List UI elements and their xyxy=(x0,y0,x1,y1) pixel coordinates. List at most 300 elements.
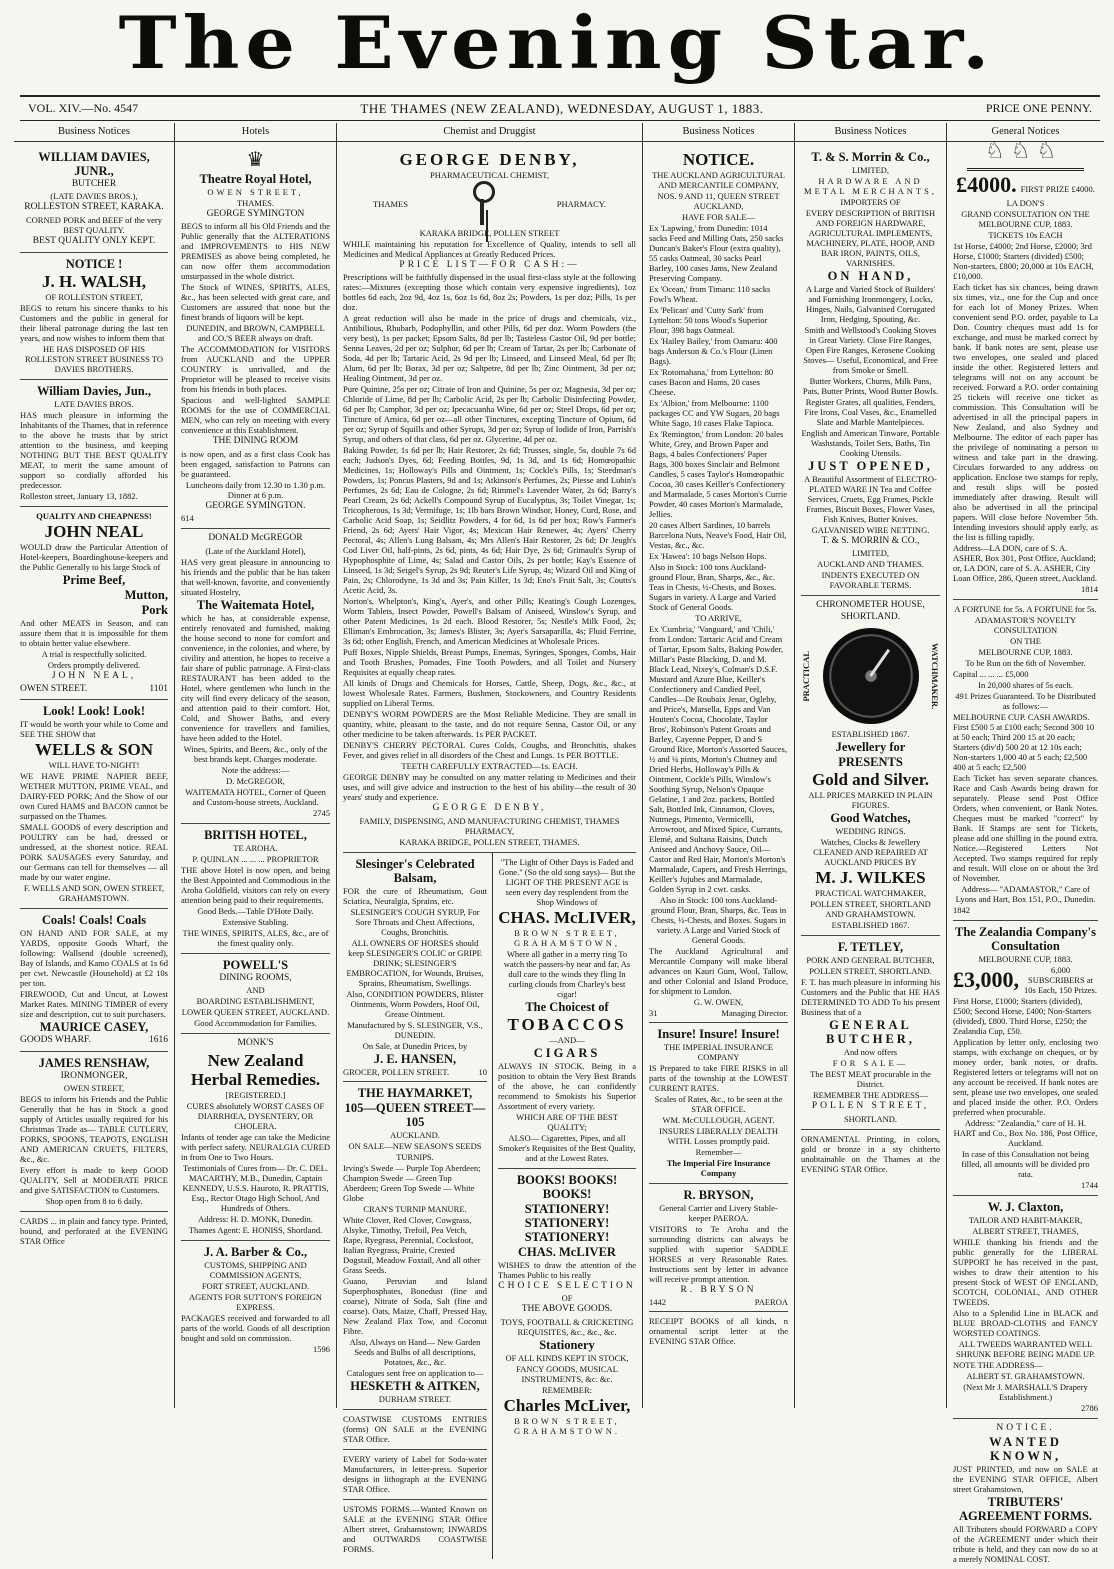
ad-powells xyxy=(181,954,330,1035)
ad-horses: ALL OWNERS OF HORSES should keep SLESINGER'S COLIC or GRIPE DRINK; SLESINGER'S EMBROCATION, for Wounds, Bruises, Sprains, Rheumatism, Swellings. xyxy=(343,938,487,988)
ad-signature: HESKETH & AITKEN, xyxy=(343,1379,487,1393)
ad-denby xyxy=(343,146,636,853)
ad-signature-2: FAMILY, DISPENSING, AND MANUFACTURING CHEMIST, THAMES PHARMACY, xyxy=(343,816,636,836)
ad-also: Also, CONDITION POWDERS, Blister Ointments, Worm Powders, Hoof Oil, Grease Ointment. xyxy=(343,989,487,1019)
ad-advance: The Auckland Agricultural and Mercantile Company will make liberal advances on Kauri Gum, Wool, Tallow, and other Colonial and Island Produce, for shipment to London. xyxy=(649,946,788,996)
ad-address: Address: "Zealandia," care of H. H. HART and Co., Box No. 186, Post Office, Auckland. xyxy=(953,1118,1098,1148)
ad-seller: J. E. HANSEN, xyxy=(343,1052,487,1066)
ad-signature: T. & S. MORRIN & CO., xyxy=(801,536,940,548)
ad-onhand-ranges: Smith and Wellstood's Cooking Stoves in Great Variety. Close Fire Ranges, Open Fire Ranges, Kerosene Cooking Stoves— Useful, Economical, and Free from Smoke or Smell. xyxy=(801,325,940,375)
ad-davies xyxy=(20,146,168,254)
ad-effort: Every effort is made to keep GOOD QUALITY, Sell at MODERATE PRICE and give SATISFACTION to Customers. xyxy=(20,1165,168,1195)
column-1 xyxy=(14,123,175,1408)
ad-heading: WANTED KNOWN, xyxy=(953,1435,1098,1463)
ad-list-6: Ex 'Albion,' from Melbourne: 1100 packages CC and YW Sugars, 20 bags White Sago, 10 cases Flake Tapioca. xyxy=(649,398,788,428)
ad-name: J. A. Barber & Co., xyxy=(181,1245,330,1259)
ad-infants: Infants of tender age can take the Medicine with perfect safety. NEURALGIA CURED in from One to Two Hours. xyxy=(181,1132,330,1162)
ad-trade: PRACTICAL WATCHMAKER, xyxy=(801,888,940,898)
ad-code: 1814 xyxy=(953,584,1098,594)
ad-body: HAS much pleasure in informing the Inhabitants of the Thames, that in reference to the above he trusts that by strict attention to the business, and keeping NOTHING BUT THE BEST QUALITY MEAT, to merit the same amount of support so cordially afforded his predecessor. xyxy=(20,410,168,490)
columns xyxy=(14,123,1104,1408)
ad-trade: PORK AND GENERAL BUTCHER, xyxy=(801,955,940,965)
column-heading: Hotels xyxy=(175,123,336,142)
ad-just-heading: JUST OPENED, xyxy=(801,459,940,473)
ad-orders: Orders promptly delivered. xyxy=(20,660,168,670)
ad-proprietor: P. QUINLAN ... ... ... PROPRIETOR xyxy=(181,854,330,864)
ad-body: Where all gather in a merry ring To watch the passers-by near and far, As dull care to the winds they fling In curling clouds from Charley's best cigar! xyxy=(498,949,636,999)
ad-rings: WEDDING RINGS. xyxy=(801,826,940,836)
ad-tagline: Good Accommodation for Families. xyxy=(181,1018,330,1028)
ad-body: BEGS to inform all his Old Friends and the Public generally that the ALTERATIONS and IMPROVEMENTS to HIS NEW PREMISES as above being completed, he can now offer them accommodation unsurpassed in the whole district. xyxy=(181,221,330,281)
ad-auckland-agricultural xyxy=(649,146,788,1023)
ad-morrin xyxy=(801,146,940,597)
ad-rooms: DINING ROOMS, xyxy=(181,973,330,985)
ad-zealandia xyxy=(953,921,1098,1196)
ad-code: 1744 xyxy=(953,1180,1098,1190)
ad-on: ON THE xyxy=(953,636,1098,646)
ad-clean: Watches, Clocks & Jewellery CLEANED AND REPAIRED AT AUCKLAND PRICES BY xyxy=(801,837,940,867)
ad-seeds: Irving's Swede — Purple Top Aberdeen; Champion Swede — Green Top Aberdeen; Green Top Swede — White Globe xyxy=(343,1163,487,1203)
ad-body: CURES absolutely WORST CASES OF DIARRHŒA, DYSENTERY, OR CHOLERA. xyxy=(181,1101,330,1131)
ad-body: COASTWISE CUSTOMS ENTRIES (forms) ON SALE at the EVENING STAR Office. xyxy=(343,1414,487,1444)
ad-body: Each ticket has six chances, being drawn six times, viz., one for the Cup and once for each lot of Money Prizes. When convenient send P.O. order, payable to La Don. Country cheques must add 1s for exchange, and must be marked correct by bank. If bank notes are sent, please use two envelopes, one sealed and placed inside the other. Registered letters and telegrams will not on any account be received. Forward a P.O. order containing 25 tickets will receive one ticket as commission. This Consultation will be advertised in all the principal papers in New Zealand, and also Sydney and Melbourne. The editor of each paper has the privilege of nominating a person to witness and take part in the drawing. Circulars forwarded to any address on application. Enclose two stamps for reply, and result slips will be posted immediately after drawing. Result will also be advertised in all the principal papers. Will close before November 5th. Intending investors should apply early, as the list is filling rapidly. xyxy=(953,282,1098,542)
ad-place: PAEROA xyxy=(755,1297,788,1307)
ad-signature: GEORGE DENBY, xyxy=(343,803,636,815)
ad-prize-table: MELBOURNE CUP. CASH AWARDS. First £500 5 at £100 each; Second 300 10 at 50 each; Third 200 15 at 20 each; Starters (div'd) 500 20 at 12 10s each; Non-starters 1,000 40 at 5 each; £2,500 400 at 5 each; £2,500 xyxy=(953,712,1098,772)
ad-prize-amount: £4000. xyxy=(956,173,1017,197)
ad-also: ALSO— Cigarettes, Pipes, and all Smoker's Requisites of the Best Quality, and at the Lowest Rates. xyxy=(498,1133,636,1163)
ad-body: HAS very great pleasure in announcing to his friends and the public that he has taken that well-known, favorite, and conveniently situated Hostelry, xyxy=(181,557,330,597)
ad-of: OF xyxy=(498,1293,636,1303)
ad-arrive-body: Ex 'Cumbria,' 'Vanguard,' and 'Chili,' from London: Tartaric Acid and Cream of Tartar, Epsom Salts, Baking Powder, Millar's Paste Blacking, D. and M. Black Lead, Nixey's, Colman's D.S.F. Mustard and Azure Blue, Keiller's Confectionery and Candied Peel, Candles—De Roubaix Jenar, Ogleby, and Price's, Marsella, Epps and Van Houten's Cocoa, Chocolate, Taylor Bros', Robinson's Patent Groats and Barley, Cayenne Pepper, D and S Ground Rice, Morton's Assorted Sauces, ½ and ¼ pints, Morton's Chutney and Dried Herbs, Holloway's Pills & Ointment, Cockle's Pills, Winslow's Soothing Syrup, Nelson's Opaque Gelatine, 1 and 2oz. packets, Bottled Salt, Bottled Ink, Cinnamon, Cloves, Nutmegs, Pimento, Vermicelli, Arrowroot, and Mixed Spice, Currants, Elemé, and Sultana Raisins, Dutch Aniseed and Anchovy Sauce, Oil—Castor and Red Hair, Morton's Morton's Marmalade, Capers, and Fresh Herrings, Keiller's Jujubes and Marmalade, Golden Syrup in 2 cwt. casks. xyxy=(649,624,788,894)
ad-list-1: Ex 'Lapwing,' from Dunedin: 1014 sacks Feed and Milling Oats, 250 sacks Duncan's Baker's Flour (extra quality), 55 casks Oatmeal, 30 sacks Pearl Barley, 100 cases Jams, New Zealand Preserving Company. xyxy=(649,223,788,283)
ad-prize-list: First Horse, £1000; Starters (divided), £500; Second Horse, £400; Non-Starters (divided), £800. Third Horse, £250; the Zealandia Cup, £50. xyxy=(953,996,1098,1036)
ad-price-body-3: Pure Quinine, 25s per oz; Citrate of Iron and Quinine, 5s per oz; Magnesia, 3d per oz; Chloride of Lime, 8d per lb; Carbolic Acid, 2s per lb; Carbolic Disinfecting Powder, 6d per lb; Camphor, 3d per oz; Ipecacuanha Wine, 6d per oz; Steel Drops, 6d per oz; Tincture of Arnica, 6d per oz—all other Tinctures, excepting Tincture of Opium, 6d per oz; Syrup of Squills and other Syrups, 3d per oz; Syrup of Iodide of Iron, Parrish's Syrup, and others of that class, 6d per oz. Glycerine, 4d per oz. xyxy=(343,384,636,444)
ad-place: AUCKLAND AND THAMES. xyxy=(801,559,940,569)
ad-monks xyxy=(181,1034,330,1241)
ad-la-don xyxy=(953,146,1098,600)
ad-losses: INSURES LIBERALLY DEALTH WITH. Losses promptly paid. xyxy=(649,1126,788,1146)
ad-name: BRITISH HOTEL, xyxy=(181,828,330,842)
ad-hotel-name: The Waitemata Hotel, xyxy=(181,598,330,612)
ad-signature: JOHN NEAL, xyxy=(20,671,168,683)
ad-goods: CORNED PORK and BEEF of the very BEST QUALITY. xyxy=(20,215,168,235)
ad-board: BOARDING ESTABLISHMENT, xyxy=(181,996,330,1006)
ad-trade: IRONMONGER, xyxy=(20,1071,168,1083)
column-heading: Chemist and Druggist xyxy=(337,123,642,142)
ad-cup: MELBOURNE CUP, 1883. xyxy=(953,954,1098,964)
ad-firewood: FIREWOOD, Cut and Uncut, at Lowest Market Rates. MINING TIMBER of every size and description, cut to suit purchasers. xyxy=(20,989,168,1019)
ad-guano: Guano, Peruvian and Island Superphosphates, Bonedust (fine and coarse), Nitrate of Soda, Salt (fine and coarse). Oats, Maize, Chaff, Pressed Hay, New Zealand Flax Tow, and Coconut Fibre. xyxy=(343,1276,487,1336)
ad-onhand-tinware: English and American Tinware, Portable Washstands, Toilet Sets, Baths, Tin Cooking Utensils. xyxy=(801,428,940,458)
ad-goods-3: Pork xyxy=(20,603,168,617)
ad-address: 105—QUEEN STREET—105 xyxy=(343,1101,487,1129)
column-3 xyxy=(337,123,643,1408)
ad-slesinger xyxy=(343,853,487,1082)
ad-name: F. TETLEY, xyxy=(801,940,940,954)
ad-street: POLLEN STREET, xyxy=(801,1101,940,1113)
ad-signature: D. McGREGOR, xyxy=(181,776,330,786)
ad-list-8: 20 cases Albert Sardines, 10 barrels Barcelona Nuts, Neave's Food, Hair Oil, Vestas, &c., &c. xyxy=(649,520,788,550)
ad-trade: BUTCHER xyxy=(20,179,168,191)
ad-garden: Also, Always on Hand— New Garden Seeds and Bulbs of all descriptions, Potatoes, &c., &c. xyxy=(343,1337,487,1367)
ad-price-body-9: DENBY'S CHERRY PECTORAL Cures Colds, Coughs, and Bronchitis, shakes Fever, and gives relief in all disorders of the Chest and Lungs. 1s PER BOTTLE. xyxy=(343,740,636,760)
ad-remember: REMEMBER: xyxy=(498,1385,636,1395)
column-heading: General Notices xyxy=(947,123,1104,142)
ad-prices: ALL PRICES MARKED IN PLAIN FIGURES. xyxy=(801,790,940,810)
ad-wells xyxy=(20,700,168,909)
ad-tweeds: ALL TWEEDS WARRANTED WELL SHRUNK BEFORE BEING MADE UP. xyxy=(953,1339,1098,1359)
clock-icon xyxy=(823,628,919,724)
col3-right xyxy=(493,853,636,1559)
ad-name: T. & S. Morrin & Co., xyxy=(801,150,940,164)
ad-body: ON HAND AND FOR SALE, at my YARDS, opposite Goods Wharf, the following: Wallsend (double screened), Bay of Islands, and Kamo COALS at 1s 6d per cwt. Newcastle (Household) at £2 10s per ton. xyxy=(20,928,168,988)
ad-also: Also in Stock: 100 tons Auckland-ground Flour, Bran, Sharps, &c. Teas in Chests, ½-Chests, and Boxes. Sugars in variety. A Large and Varied Stock of General Goods. xyxy=(649,895,788,945)
ad-place: SHORTLAND. xyxy=(801,1114,940,1124)
column-6 xyxy=(947,123,1104,1408)
ad-price-body-2: A great reduction will also be made in the price of drugs and chemicals, viz., Antibilious, Rhubarb, Podophyllin, and other Pills, 6d per doz. Worm Powders (the very best), 1s per packet; Epsom Salts, 8d per lb; Tasteless Castor Oil, 9d per bottle; Senna Leaves, 2d per oz; Sulphur, 6d per lb; Cream of Tartar, 2s per lb; Carbonate of Soda, 4d per lb; Tartaric Acid, 2s 9d per lb; Linseed, and Linseed Meal, 6d per lb; Alum, 6d per lb; Borax, 3d per oz; Saltpetre, 8d per lb; Zinc Ointment, 3d per oz; Healing Ointment, 3d per oz. xyxy=(343,313,636,383)
ad-stock: ALWAYS IN STOCK. Being in a position to obtain the Very Best Brands of the above, he can confidently recommend to Smokists his Superior Assortment of every variety. xyxy=(498,1061,636,1111)
ad-grass: White Clover, Red Clover, Cowgrass, Alsyke, Timothy, Trefoil, Pea Vetch, Rape, Ryegrass, Perennial, Cocksfoot, Italian Ryegrass, Prairie, Crested Dogstail, Meadow Foxtail, And all other Grass Seeds. xyxy=(343,1215,487,1275)
ad-run: To be Run on the 6th of November. xyxy=(953,658,1098,668)
ad-price-body-8: DENBY'S WORM POWDERS are the Most Reliable Medicine. They are small in quantity, white, pleasant to the taste, and do not require Senna, Castor Oil, or any other medicine to be taken afterwards. 1s PER PACKET. xyxy=(343,709,636,739)
ad-labels xyxy=(343,1450,487,1500)
ad-address: POLLEN STREET, SHORTLAND AND GRAHAMSTOWN. xyxy=(801,899,940,919)
ad-heading: Insure! Insure! Insure! xyxy=(649,1027,788,1041)
ad-address: Address— "ADAMASTOR," Care of Lyons and Hart, Box 151, P.O., Dunedin. xyxy=(953,884,1098,904)
column-heading: Business Notices xyxy=(643,123,794,142)
ad-name: THE AUCKLAND AGRICULTURAL AND MERCANTILE COMPANY, xyxy=(649,170,788,190)
ad-body: WHILE maintaining his reputation for Excellence of Quality, intends to sell all Medicines and Medical Appliances at Greatly Reduced Prices. xyxy=(343,239,636,259)
ad-address: POLLEN STREET, SHORTLAND. xyxy=(801,966,940,976)
ad-established-2: ESTABLISHED 1867. xyxy=(801,920,940,930)
ad-all: All Tributers should FORWARD a COPY of the AGREEMENT under which their tribute is held, and they can now do so at a merely NOMINAL COST. xyxy=(953,1524,1098,1564)
ad-tickets: TICKETS 10s EACH xyxy=(953,230,1098,240)
ad-manure: CRAN'S TURNIP MANURE. xyxy=(343,1204,487,1214)
ad-address: BROWN STREET, GRAHAMSTOWN. xyxy=(498,1416,636,1436)
ad-seller-address: GROCER, POLLEN STREET. xyxy=(343,1067,449,1077)
ad-theatre-royal xyxy=(181,146,330,530)
ad-list-3: Ex 'Pelican' and 'Cutty Sark' from Lyttelton: 50 tons Wood's Superior Flour, 398 bags Oatmeal. xyxy=(649,305,788,335)
ad-agent: Thames Agent: E. HONISS, Shortland. xyxy=(181,1225,330,1235)
ad-shares: In 20,000 shares of 5s each. xyxy=(953,680,1098,690)
ad-heading: NOTICE. xyxy=(649,150,788,169)
ad-right-label: WATCHMAKER. xyxy=(930,643,940,709)
ad-city: AUCKLAND. xyxy=(343,1130,487,1140)
ad-dining-hours: Luncheons daily from 12.30 to 1.30 p.m. Dinner at 6 p.m. xyxy=(181,480,330,500)
ad-address: KARAKA BRIDGE, POLLEN STREET xyxy=(343,228,636,238)
ad-price-body-1: Prescriptions will be faithfully dispensed in the usual first-class style at the following rates:—Mixtures (excepting those which contain very expensive ingredients), 1oz bottles 6d each, 2oz 9d, 4oz 1s, 6oz 1s 6d, 8oz 2s; Powders, 1s per doz; Pills, 1s per doz. xyxy=(343,272,636,312)
ad-address: ROLLESTON STREET, KARAKA. xyxy=(20,202,168,214)
ad-arrive-heading: TO ARRIVE, xyxy=(649,613,788,623)
ad-now: And now offers xyxy=(801,1047,940,1057)
ad-goods-1: Prime Beef, xyxy=(20,573,168,587)
ad-wire: GALVANISED WIRE NETTING. xyxy=(801,525,940,535)
ad-late: LATE DAVIES BROS. xyxy=(20,399,168,409)
ad-body: PACKAGES received and forwarded to all parts of the world. Goods of all description bought and sold on commission. xyxy=(181,1313,330,1343)
ad-name: CHAS. McLIVER, xyxy=(498,908,636,927)
ad-gold-silver: Gold and Silver. xyxy=(801,770,940,789)
ad-code: 1596 xyxy=(181,1344,330,1354)
ad-body: THE above Hotel is now open, and being the Best Appointed and Commodious in the Aroha Goldfield, visitors can rely on every attention being paid to their requirements. xyxy=(181,865,330,905)
ad-address: NOS. 9 AND 11, QUEEN STREET AUCKLAND, xyxy=(649,191,788,211)
ad-signature-3: KARAKA BRIDGE, POLLEN STREET, THAMES. xyxy=(343,837,636,847)
ad-body: BEGS to return his sincere thanks to his Customers and the public in general for their liberal patronage during the last ten years, and now wishes to inform them that xyxy=(20,303,168,343)
ad-tobaccos: TOBACCOS xyxy=(498,1015,636,1034)
ad-place: TE AROHA. xyxy=(181,843,330,853)
column-4 xyxy=(643,123,795,1408)
ad-address: LOWER QUEEN STREET, AUCKLAND. xyxy=(181,1007,330,1017)
ad-receipt-books xyxy=(649,1312,788,1351)
ad-renshaw xyxy=(20,1052,168,1213)
ad-consult: GEORGE DENBY may be consulted on any matter relating to Medicines and their uses, and will give advice and instruction to the best of his ability—the result of 30 years' study and experience. xyxy=(343,772,636,802)
ad-address: WAITEMATA HOTEL, Corner of Queen and Custom-house streets, Auckland. xyxy=(181,787,330,807)
column-5 xyxy=(795,123,947,1408)
ad-body: FOR the cure of Rheumatism, Gout Sciatica, Neuralgia, Sprains, etc. xyxy=(343,886,487,906)
ad-goods: WE HAVE PRIME NAPIER BEEF, WETHER MUTTON, PRIME VEAL, and DAIRY-FED PORK; And the Show of our own Cured HAMS and BACON cannot be surpassed on the Thames. xyxy=(20,771,168,821)
ad-remember: Remember— xyxy=(649,1147,788,1157)
ad-rooms: Spacious and well-lighted SAMPLE ROOMS for the use of COMMERCIAL MEN, who can rely on meeting with every convenience at this Establishment. xyxy=(181,395,330,435)
ad-name: Theatre Royal Hotel, xyxy=(181,172,330,186)
ad-stabling: Extensive Stabling. xyxy=(181,917,330,927)
ad-left-label: PRACTICAL xyxy=(801,651,811,702)
ad-customs xyxy=(343,1410,487,1450)
ad-address: OWEN STREET. xyxy=(20,684,87,696)
ad-body: WOULD draw the Particular Attention of Hotel-keepers, Boardinghouse-keepers and the Public Generally to his large Stock of xyxy=(20,542,168,572)
ad-stationery: STATIONERY! STATIONERY! STATIONERY! xyxy=(498,1202,636,1244)
ad-date: Rolleston street, January 13, 1882. xyxy=(20,491,168,501)
ad-body: ORNAMENTAL Printing, in colors, gold or bronze in a sty chitherto unobtainable on the Thames at the EVENING STAR Office. xyxy=(801,1134,940,1174)
ad-list-10: Also in Stock: 100 tons Auckland-ground Flour, Bran, Sharps, &c., &c. Teas in Chests, ½-Chests, and Boxes. Sugars in variety. A Large and Varied Stock of General Goods. xyxy=(649,562,788,612)
ad-cup: MELBOURNE CUP, 1883. xyxy=(953,647,1098,657)
volume-number: VOL. XIV.—No. 4547 xyxy=(28,101,138,116)
ad-trade: TAILOR AND HABIT-MAKER, xyxy=(953,1215,1098,1225)
ad-amount: £3,000, xyxy=(953,968,1019,992)
ad-chronometer-house xyxy=(801,596,940,936)
ad-body: EVERY DESCRIPTION of BRITISH AND FOREIGN HARDWARE, AGRICULTURAL IMPLEMENTS, MACHINERY, PLATE, HOOP, AND BAR IRON, PAINTS, OILS, VARNISHES. xyxy=(801,208,940,268)
ad-name: WILLIAM DAVIES, JUNR., xyxy=(20,150,168,178)
ad-scales: Scales of Rates, &c., to be seen at the STAR OFFICE. xyxy=(649,1094,788,1114)
ad-and: AND xyxy=(181,985,330,995)
newspaper-title: The Evening Star. xyxy=(0,4,1114,85)
key-icon xyxy=(467,181,497,227)
ad-street: DURHAM STREET. xyxy=(343,1394,487,1404)
ad-wines: Wines, Spirits, and Beers, &c., only of the best brands kept. Charges moderate. xyxy=(181,744,330,764)
ad-code: 2786 xyxy=(953,1403,1098,1413)
ad-wines: THE WINES, SPIRITS, ALES, &c., are of the finest quality only. xyxy=(181,928,330,948)
ad-dining-body: is now open, and as a first class Cook has been engaged, satisfaction to Patrons can be guaranteed. xyxy=(181,449,330,479)
ad-trade: CUSTOMS, SHIPPING AND COMMISSION AGENTS, xyxy=(181,1260,330,1280)
ad-claxton xyxy=(953,1196,1098,1419)
ad-trade: HARDWARE AND METAL MERCHANTS, xyxy=(801,176,940,196)
ad-limited: LIMITED, xyxy=(801,165,940,175)
ad-forms xyxy=(343,1500,487,1559)
ad-list-7: Ex 'Remington,' from London: 20 bales White, Grey, and Brown Paper and Bags, 4 bales Confectioners' Paper Bags, 300 boxes Sinclair and Belmont Candles, 5 cases Taylor's Homœopathic Cocoa, 30 cases Keiller's Confectionery and Marmalade, 5 cases Morton's Currie Powder, 40 cases Morton's Marmalade, Jellies. xyxy=(649,429,788,519)
ad-name: JAMES RENSHAW, xyxy=(20,1056,168,1070)
ad-address: Address: H. D. MONK, Dunedin. xyxy=(181,1214,330,1224)
ad-address: BROWN STREET, GRAHAMSTOWN, xyxy=(498,928,636,948)
ad-limited-2: LIMITED, xyxy=(801,548,940,558)
ad-name: GEORGE DENBY, xyxy=(343,150,636,169)
masthead xyxy=(0,0,1114,88)
ad-heading: CHRONOMETER HOUSE, SHORTLAND. xyxy=(801,600,940,623)
ad-price-body-5: Norton's, Whelpton's, King's, Ayer's, and other Pills; Keating's Cough Lozenges, Worm Tablets, Insect Powder, Powell's Balsam of Aniseed, Winslow's Syrup, and other Patent Medicines, 1s 2d each. Blood Restorer, 5s; Nestle's Milk Food, 2s; Elliman's Embrocation, 3s; James's Blister, 3s; Ayer's Sarsaparilla, 4s; Fluid Ferrine, 3s 6d; other English, French, and American Medicines at Wholesale Prices. xyxy=(343,596,636,646)
ad-established: ESTABLISHED 1867. xyxy=(801,729,940,739)
ad-fortune: A FORTUNE for 5s. A FORTUNE for 5s. xyxy=(953,604,1098,614)
ad-late: (LATE DAVIES BROS.), xyxy=(20,191,168,201)
ad-code: 2745 xyxy=(181,808,330,818)
ad-ornamental-printing xyxy=(801,1130,940,1179)
ad-mcliver-tobacco xyxy=(498,853,636,1169)
ad-name: CHAS. McLIVER xyxy=(498,1245,636,1259)
ad-choicest: The Choicest of xyxy=(498,1000,636,1014)
ad-code: 614 xyxy=(181,513,330,523)
ad-ale: DUNEDIN, and BROWN, CAMPBELL and CO.'S BEER always on draft. xyxy=(181,323,330,343)
ad-heading: ADAMASTOR'S NOVELTY CONSULTATION xyxy=(953,615,1098,635)
ad-body: BEGS to inform his Friends and the Public Generally that he has in Stock a good supply of Articles usually required for his Christmas Trade as— TABLE CUTLERY, FORKS, SPOONS, TEAPOTS, ENGLISH AND AMERICAN CRUETS, FILTERS, &c., &c. xyxy=(20,1094,168,1164)
ad-price-body-7: All kinds of Drugs and Chemicals for Horses, Cattle, Sheep, Dogs, &c., &c., at lowest Wholesale Rates. Farmers, Bushmen, Stockowners, and Country Residents supplied on Liberal Terms. xyxy=(343,678,636,708)
ad-haymarket xyxy=(343,1082,487,1410)
ad-importers: IMPORTERS OF xyxy=(801,197,940,207)
ad-list-2: Ex 'Ocean,' from Timaru: 110 sacks Fowl's Wheat. xyxy=(649,284,788,304)
ad-body: CARDS ... in plain and fancy type. Printed, bound, and perforated at the EVENING STAR Office xyxy=(20,1216,168,1246)
ad-prizes: 491 Prizes Guaranteed. To be Distributed as follows:— xyxy=(953,691,1098,711)
ad-body-caps: HE HAS DISPOSED OF HIS ROLLESTON STREET BUSINESS TO DAVIES BROTHERS. xyxy=(20,344,168,374)
ad-small-goods: SMALL GOODS of every description and POULTRY can be had, dressed or undressed, at the shortest notice. REAL PORK SAUSAGES every Saturday, and our Germans can tell for themselves — all made by our water engine. xyxy=(20,822,168,882)
ad-stock: The Stock of WINES, SPIRITS, ALES, &c., has been selected with great care, and Customers are assured that none but the finest brands of liquors will be kept. xyxy=(181,282,330,322)
ad-wanted-known xyxy=(953,1419,1098,1569)
ad-waitemata xyxy=(181,529,330,824)
ad-name: THE HAYMARKET, xyxy=(343,1086,487,1100)
price-label: PRICE ONE PENNY. xyxy=(986,101,1092,116)
ad-code: 31 xyxy=(649,1008,658,1018)
ad-heading: Look! Look! Look! xyxy=(20,704,168,718)
ad-name: MONK'S xyxy=(181,1038,330,1050)
ad-choice: CHOICE SELECTION xyxy=(498,1281,636,1293)
ad-signature: G. W. OWEN, xyxy=(649,997,788,1007)
ad-body: EVERY variety of Label for Soda-water Manufacturers, in letter-press. Superior designs in lithograph at the EVENING STAR Office. xyxy=(343,1454,487,1494)
crest-icon: ♛ xyxy=(181,149,330,171)
ad-british-hotel xyxy=(181,824,330,954)
ad-body: VISITORS to Te Aroha and the surrounding districts can always be supplied with superior SADDLE HORSES at very Reasonable Rates. Instructions sent by letter in advance will receive prompt attention. xyxy=(649,1224,788,1284)
ad-body: IT would be worth your while to Come and SEE THE SHOW that xyxy=(20,719,168,739)
ad-place: THAMES xyxy=(373,199,408,209)
ad-adamastor xyxy=(953,600,1098,921)
ad-signature: Charles McLiver, xyxy=(498,1396,636,1415)
ad-name: R. BRYSON, xyxy=(649,1188,788,1202)
ad-name: Slesinger's Celebrated Balsam, xyxy=(343,857,487,885)
ad-tagline: BEST QUALITY ONLY KEPT. xyxy=(20,236,168,248)
ad-body: WHILE thanking his friends and the public generally for the LIBERAL SUPPORT he has received in the past, wishes to draw their attention to his present Stock of WEST OF ENGLAND, SCOTCH, COLONIAL, AND OTHER TWEEDS. xyxy=(953,1237,1098,1307)
ad-body: USTOMS FORMS.—Wanted Known on SALE at the EVENING STAR Office Albert street, Grahamstown; INWARDS and OUTWARDS COASTWISE FORMS. xyxy=(343,1504,487,1554)
ad-heading: The Zealandia Company's Consultation xyxy=(953,925,1098,953)
ad-heading: NOTICE ! xyxy=(20,257,168,271)
ad-price-body-4: Baking Powder, 1s 6d per lb; Hair Restorer, 2s 6d; Trusses, single, 5s, double 7s 6d each; Judson's Dyes, 6d; Feeding Bottles, 9d, 1s 3d, and 1s 6d; Homœopathic Medicines, 1s; Holloway's Pills and Ointment, 1s; Cockle's Pills, 1s; Steedman's Powders, 1s; Poncus Plasters, 9d and 1s; Atkinson's Perfumes, 2s; Piesse and Lubin's Perfumes, 2s 6d; Eau de Cologne, 2s 6d; Rimmel's Lavender Water, 2s 6d; Barry's Pearl Cream, 2s 6d; Ackell's Compound Syrup of Eucalyptus, 3s; Toilet Vinegar, 1s; Tricopherous, 1s 3d; Vermifuge, 1s; 1lb bars Brown Windsor, Honey, Curd, Rose, and Carbolic Acid Soap, 1s; Seidlitz Powders, 4 for 6d, 1s 6d per box; Row's Farmer's Friend, 2s 6d; Ayers' Hair Vigor, 4s; Mexican Hair Renewer, 4s; Ayers' Cherry Pectoral, 4s; Allen's Lung Balsam, 4s; Mrs Allen's Hair Restorer, 2s 6d; Dr Jeugh's Cod Liver Oil, half-pints, 2s 6d, pints, 4s 6d; Hair Dye, 2s 6d; Grimault's Syrup of Hypophosphite of Lime, 4s; Salad and Castor Oils, 2s per bottle; Kay's Essence of Linseed, 1s 3d; Seigel's Syrup, 2s 9d; Reuter's Life Syrup, 4s; Wizard Oil and King of Pain, 2s; Chlorodyne, 1s 3d and 3s; Pain Killer, 1s 3d; Eno's Fruit Salt, 3s; Coutts's Acetic Acid, 3s. xyxy=(343,445,636,595)
ad-onhand-body: A Large and Varied Stock of Builders' and Furnishing Ironmongery, Locks, Hinges, Nails, Galvanised Corrugated Iron, Hedging, Spouting, &c. xyxy=(801,284,940,324)
ad-next: (Next Mr J. MARSHALL'S Drapery Establishment.) xyxy=(953,1382,1098,1402)
ad-address: ALBERT STREET, THAMES, xyxy=(953,1226,1098,1236)
ad-indents: INDENTS EXECUTED ON FAVORABLE TERMS. xyxy=(801,570,940,590)
ad-address: Address—LA DON, care of S. A. ASHER, Box 301, Post Office, Auckland; or, LA DON, care of S. A. ASHER, City Loan Office, 286, Queen street, Auckland. xyxy=(953,543,1098,583)
ad-name: J. H. WALSH, xyxy=(20,272,168,291)
ad-name: POWELL'S xyxy=(181,958,330,972)
ad-catalogue: Catalogues sent free on application to— xyxy=(343,1368,487,1378)
ad-heading: Coals! Coals! Coals xyxy=(20,913,168,927)
ad-quality: WHICH ARE OF THE BEST QUALITY; xyxy=(498,1112,636,1132)
ad-list-5: Ex 'Rotomahana,' from Lyttelton: 80 cases Bacon and Hams, 20 cases Cheese. xyxy=(649,367,788,397)
col3-split xyxy=(343,853,636,1559)
ad-title: GRAND CONSULTATION ON THE MELBOURNE CUP, 1883. xyxy=(953,209,1098,229)
ad-general-butcher: GENERAL BUTCHER, xyxy=(801,1018,940,1046)
ad-fancy: FANCY GOODS, MUSICAL INSTRUMENTS, &c. &c. xyxy=(498,1364,636,1384)
ad-just-body: A Beautiful Assortment of ELECTRO-PLATED WARE IN Tea and Coffee Services, Cruets, Egg Frames, Pickle Frames, Biscuit Boxes, Flower Vases, Fish Knives, Butter Knives. xyxy=(801,474,940,524)
racehorse-icon xyxy=(967,151,1084,171)
ad-teeth: TEETH CAREFULLY EXTRACTED—1s. EACH. xyxy=(343,761,636,771)
ad-cloth: Also to a Splendid Line in BLACK and BLUE BROAD-CLOTHS and FANCY WORSTED COATINGS. xyxy=(953,1308,1098,1338)
ad-close: In case of this Consultation not being filled, all amounts will be divided pro rata. xyxy=(953,1149,1098,1179)
ad-body-2: And other MEATS in Season, and can assure them that it is impossible for them to obtain better value elsewhere. xyxy=(20,618,168,648)
ad-goods-2: Mutton, xyxy=(20,588,168,602)
ad-name: LA DON'S xyxy=(953,198,1098,208)
ad-walsh xyxy=(20,253,168,380)
ad-body: IS Prepared to take FIRE RISKS in all parts of the township at the LOWEST CURRENT RATES. xyxy=(649,1063,788,1093)
ad-cards xyxy=(20,1212,168,1251)
ad-name: DONALD McGREGOR xyxy=(181,533,330,545)
ad-imperial-insurance xyxy=(649,1023,788,1184)
ad-remember: REMEMBER THE ADDRESS— xyxy=(801,1090,940,1100)
ad-beds: Good Beds.—Table D'Hote Daily. xyxy=(181,906,330,916)
ad-name: William Davies, Jun., xyxy=(20,384,168,398)
ad-and: —AND— xyxy=(498,1035,636,1045)
ad-note: Note the address:— xyxy=(181,765,330,775)
ad-agent: WM. McCULLOUGH, AGENT. xyxy=(649,1115,788,1125)
ad-address: OWEN STREET, xyxy=(20,1083,168,1093)
ad-maker: Manufactured by S. SLESINGER, V.S., DUNEDIN. xyxy=(343,1020,487,1040)
ad-place: THAMES. xyxy=(181,198,330,208)
ad-have: HAVE FOR SALE— xyxy=(649,212,788,222)
ad-code: 1842 xyxy=(953,905,1098,915)
ad-code: 1101 xyxy=(149,684,168,696)
ad-cough: SLESINGER'S COUGH SYRUP, For Sore Throats and Chest Affections, Coughs, Bronchitis. xyxy=(343,907,487,937)
ad-heading: QUALITY AND CHEAPNESS! xyxy=(20,511,168,521)
ad-trial: A trial is respectfully solicited. xyxy=(20,649,168,659)
ad-body: JUST PRINTED, and now on SALE at the EVENING STAR OFFICE, Albert street Grahamstown, xyxy=(953,1464,1098,1494)
ad-trade: PHARMACEUTICAL CHEMIST, xyxy=(343,170,636,180)
column-2 xyxy=(175,123,337,1408)
ad-prize-label: FIRST PRIZE £4000. xyxy=(1021,184,1095,194)
ad-stationery-2: Stationery xyxy=(498,1338,636,1352)
ad-owner: GEORGE SYMINGTON xyxy=(181,209,330,221)
ad-turnips: TURNIPS. xyxy=(343,1152,487,1162)
ad-late: (Late of the Auckland Hotel), xyxy=(181,546,330,556)
ad-toys: TOYS, FOOTBALL & CRICKETING REQUISITES, &c., &c., &c. xyxy=(498,1317,636,1337)
ad-presents: PRESENTS xyxy=(801,755,940,769)
ad-street: ALBERT ST. GRAHAMSTOWN. xyxy=(953,1371,1098,1381)
ad-hotel-body: which he has, at considerable expense, entirely renovated and furnished, making the house second to none for comfort and convenience, in the colonies, and where, by civility and attention, he hopes to receive a fair share of public patronage. A First-class RESTAURANT has been added to the Hotel, where gentlemen who lunch in the city will find every delicacy of the season, and attention paid to their comfort. Hot, Cold, and Shower Baths, and every convenience for travellers and families, have been added to the Hotel. xyxy=(181,613,330,743)
ad-agents: AGENTS FOR SUTTON'S FOREIGN EXPRESS. xyxy=(181,1292,330,1312)
ad-books: BOOKS! BOOKS! BOOKS! xyxy=(498,1173,636,1201)
ad-title: New Zealand Herbal Remedies. xyxy=(181,1051,330,1089)
ad-list-4: Ex 'Hailey Bailey,' from Oamaru: 400 bags Anderson & Co.'s Flour (Linen Bags). xyxy=(649,336,788,366)
ad-signature: R. BRYSON xyxy=(649,1285,788,1297)
ad-cigars: CIGARS xyxy=(498,1046,636,1060)
dateline xyxy=(20,95,1100,121)
ad-casey xyxy=(20,909,168,1052)
ad-body: RECEIPT BOOKS of all kinds, n ornamental script letter at the EVENING STAR Office. xyxy=(649,1316,788,1346)
ad-price-heading: PRICE LIST—FOR CASH:— xyxy=(343,260,636,272)
ad-code: 10 xyxy=(479,1067,488,1077)
ad-meat: The BEST MEAT procurable in the District. xyxy=(801,1069,940,1089)
